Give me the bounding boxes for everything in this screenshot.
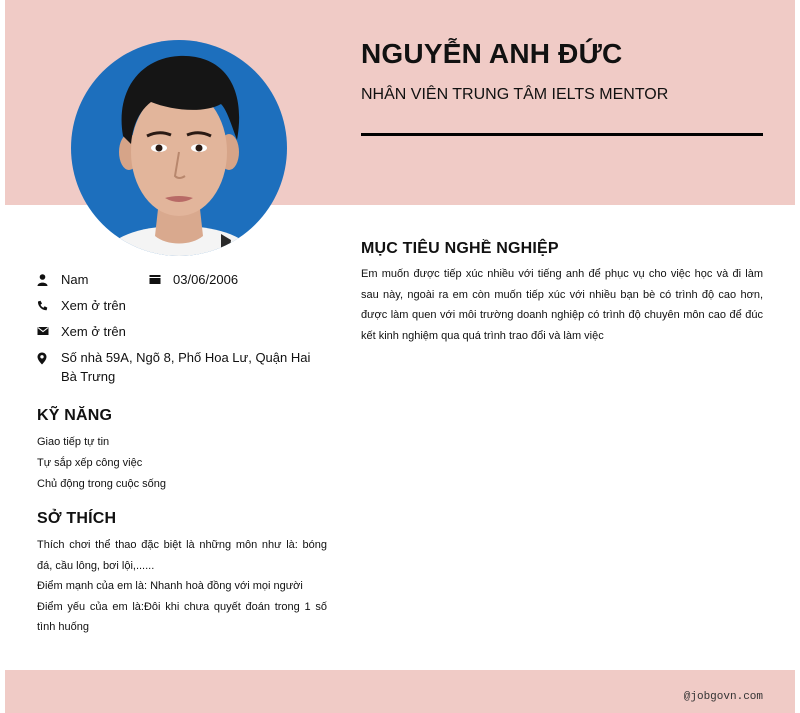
- info-row-address: [33, 350, 333, 396]
- info-row-gender-birthday: [33, 272, 333, 298]
- list-item: Giao tiếp tự tin: [37, 436, 110, 448]
- gender-value: Nam: [61, 272, 89, 287]
- user-icon: [33, 272, 61, 287]
- candidate-name: NGUYỄN ANH ĐỨC: [361, 38, 623, 69]
- phone-icon: [33, 298, 61, 311]
- calendar-icon: [145, 272, 173, 287]
- phone-value: Xem ở trên: [61, 298, 126, 313]
- list-item: Điểm yếu của em là:Đôi khi chưa quyết đoán trong 1 số tình huống: [37, 600, 327, 633]
- info-row-email: [33, 324, 333, 350]
- list-item: Điểm mạnh của em là: Nhanh hoà đồng với mọi người: [37, 580, 303, 592]
- career-goal-section: [361, 240, 763, 347]
- location-icon: [33, 350, 61, 365]
- contact-info: [33, 272, 333, 396]
- cv-page: [5, 0, 795, 713]
- watermark: @jobgovn.com: [683, 691, 763, 703]
- list-item: Chủ động trong cuộc sống: [37, 478, 167, 490]
- title-divider: [361, 133, 763, 136]
- email-value: Xem ở trên: [61, 324, 126, 339]
- footer-band: [5, 670, 795, 713]
- info-row-phone: [33, 298, 333, 324]
- birthday-value: 03/06/2006: [173, 272, 239, 287]
- career-goal-heading: MỤC TIÊU NGHỀ NGHIỆP: [361, 240, 559, 257]
- profile-photo: [71, 40, 287, 256]
- list-item: Tự sắp xếp công việc: [37, 457, 143, 469]
- skills-section: [37, 407, 327, 495]
- career-goal-text: Em muốn được tiếp xúc nhiều với tiếng anh để phục vụ cho việc học và đi làm sau này, ngoài ra em còn muốn tiếp xúc với nhiều bạn bè có trình độ cao hơn, được làm quen với môi trường doanh nghiệp có trình độ chuyên môn cao để đúc kết kinh nghiệm qua quá trình trao đổi và làm việc: [361, 268, 763, 343]
- address-value: Số nhà 59A, Ngõ 8, Phố Hoa Lư, Quận Hai Bà Trưng: [61, 350, 311, 384]
- hobbies-section: [37, 510, 327, 638]
- skills-heading: KỸ NĂNG: [37, 407, 113, 424]
- hobbies-heading: SỞ THÍCH: [37, 510, 117, 527]
- list-item: Thích chơi thể thao đặc biệt là những môn như là: bóng đá, cầu lông, bơi lội,......: [37, 539, 327, 572]
- mail-icon: [33, 324, 61, 336]
- job-title: NHÂN VIÊN TRUNG TÂM IELTS MENTOR: [361, 86, 669, 103]
